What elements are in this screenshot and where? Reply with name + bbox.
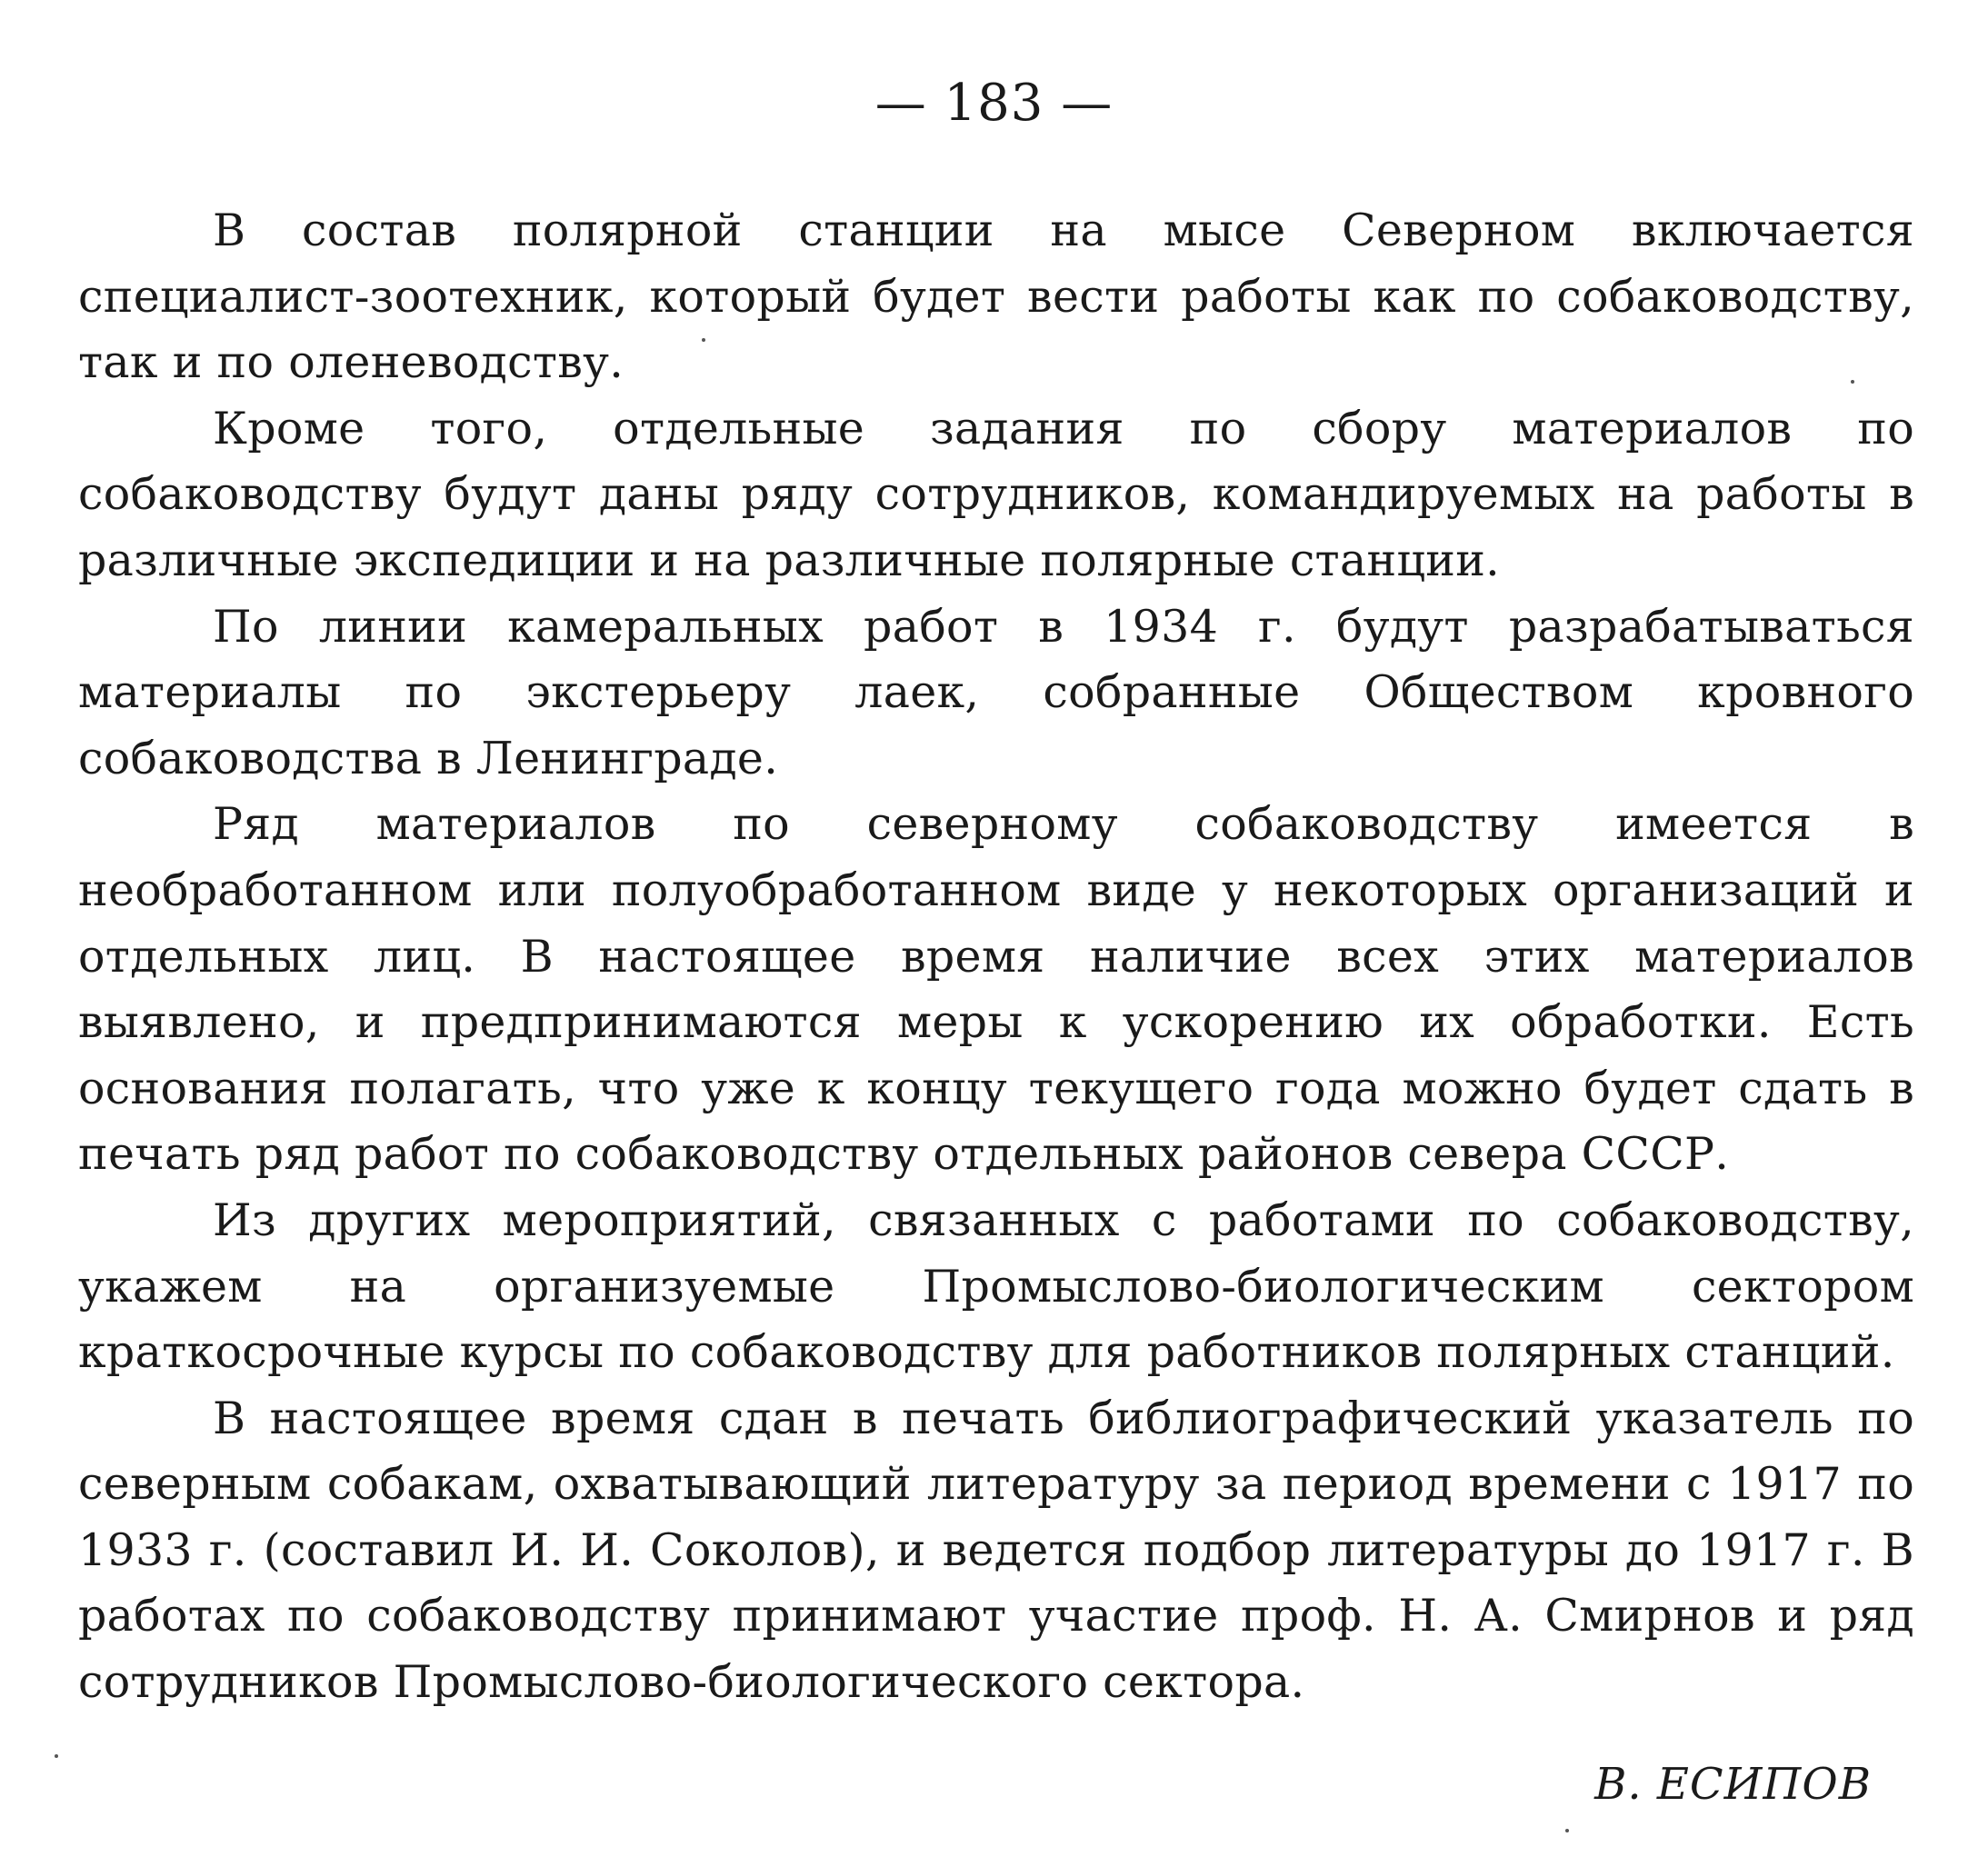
page-number: — 183 — [874, 74, 1114, 133]
author-signature: В. ЕСИПОВ [1594, 1759, 1872, 1810]
print-speck [55, 1754, 58, 1758]
article-body [78, 198, 1914, 1716]
paragraph-5: Из других мероприятий, связанных с работами по собаководству, укажем на организуемые Промыслово-биологическим сектором краткосрочные курсы по собаководству для работников полярных станций. [78, 1193, 1914, 1379]
paragraph-6: В настоящее время сдан в печать библиографический указатель по северным собакам, охватывающий литературу за период времени с 1917 по 1933 г. (составил И. И. Соколов), и ведется подбор литературы до 1917 г. В работах по собаководству принимают участие проф. Н. А. Смирнов и ряд сотрудников Промыслово-биологического сектора. [78, 1392, 1914, 1709]
paragraph-2: Кроме того, отдельные задания по сбору материалов по собаководству будут даны ряду сотрудников, командируемых на работы в различные экспедиции и на различные полярные станции. [78, 402, 1914, 586]
print-speck [1565, 1829, 1569, 1832]
paragraph-1: В состав полярной станции на мысе Северном включается специалист-зоотехник, который будет вести работы как по собаководству, так и по оленеводству. [78, 205, 1914, 389]
paragraph-3: По линии камеральных работ в 1934 г. будут разрабатываться материалы по экстерьеру лаек, собранные Обществом кровного собаководства в Ленинграде. [78, 600, 1914, 784]
print-speck [702, 338, 705, 342]
paragraph-4: Ряд материалов по северному собаководству имеется в необработанном или полуобработанном виде у некоторых организаций и отдельных лиц. В настоящее время наличие всех этих материалов выявлено, и предпринимаются меры к ускорению их обработки. Есть основания полагать, что уже к концу текущего года можно будет сдать в печать ряд работ по собаководству отдельных районов севера СССР. [78, 798, 1914, 1181]
print-speck [1851, 380, 1854, 384]
